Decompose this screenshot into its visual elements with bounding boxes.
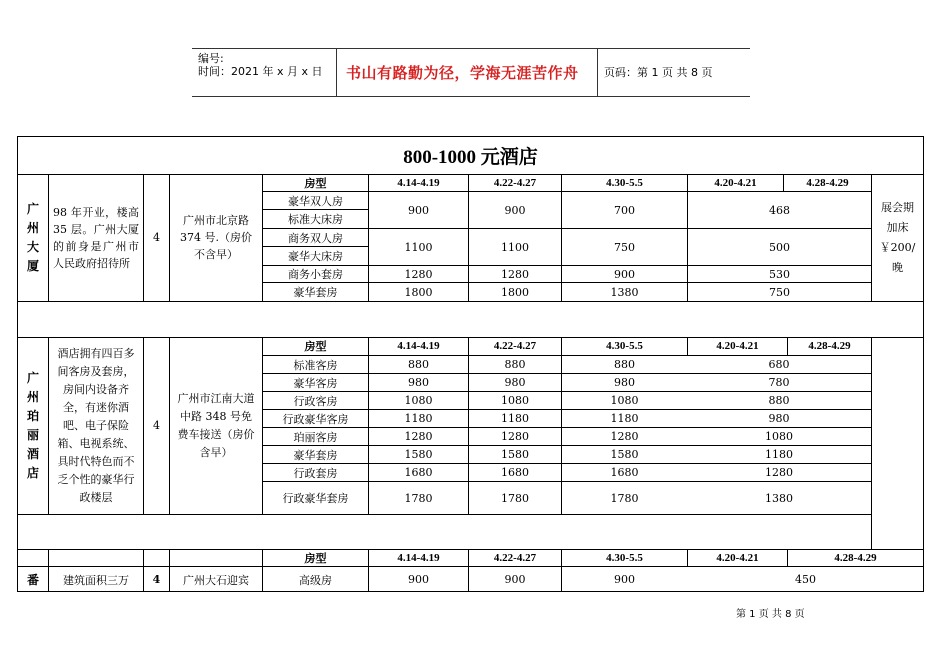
- header-page-label: 页码：第 1 页 共 8 页: [604, 66, 713, 79]
- column-header-date: 4.22-4.27: [493, 176, 537, 189]
- hotel-name-char: 厦: [26, 258, 39, 273]
- column-header-date: 4.22-4.27: [493, 551, 537, 564]
- price: 468: [769, 203, 790, 217]
- price: 1800: [501, 285, 529, 299]
- header-bottom-rule: [192, 96, 750, 97]
- hotel-price-table: [17, 136, 924, 592]
- hotel-description: 酒店拥有四百多间客房及套房，房间内设备齐全，有迷你酒吧、电子保险箱、电视系统、具时代特色而不乏个性的豪华行政楼层: [57, 346, 135, 504]
- room-type: 标准大床房: [288, 213, 343, 226]
- price: 900: [614, 573, 635, 586]
- hotel-stars: 4: [153, 419, 160, 432]
- price: 1380: [610, 285, 639, 299]
- price: 1680: [610, 466, 639, 479]
- hotel-name: 番: [26, 573, 39, 587]
- price: 750: [614, 240, 635, 254]
- price: 900: [504, 203, 526, 217]
- price: 1680: [404, 466, 433, 479]
- column-header-date: 4.14-4.19: [397, 176, 440, 189]
- price: 1800: [404, 285, 433, 299]
- hotel-note: 展会期加床￥200/晚: [879, 200, 916, 274]
- price: 1280: [501, 430, 529, 443]
- price: 900: [504, 573, 526, 586]
- room-type: 豪华套房: [293, 448, 338, 462]
- price: 880: [504, 358, 526, 371]
- column-header-date: 4.30-5.5: [606, 340, 643, 352]
- hotel-stars: 4: [153, 231, 160, 244]
- hotel-name: [18, 174, 48, 301]
- price: 1080: [501, 394, 529, 407]
- column-header-date: 4.28-4.29: [806, 176, 849, 189]
- price: 1280: [610, 430, 639, 443]
- grid-line: [18, 514, 871, 515]
- header-divider: [597, 48, 598, 96]
- column-header-date: 4.28-4.29: [808, 340, 851, 352]
- room-type: 豪华双人房: [288, 194, 343, 208]
- column-header-date: 4.30-5.5: [606, 176, 643, 189]
- price: 1080: [765, 430, 793, 443]
- price: 1780: [610, 491, 639, 505]
- price: 780: [768, 376, 790, 389]
- column-header-date: 4.20-4.21: [716, 551, 759, 564]
- hotel-description: 建筑面积三万: [63, 573, 129, 587]
- room-type: 高级房: [299, 573, 332, 587]
- price: 880: [408, 358, 429, 371]
- room-type: 行政套房: [293, 466, 338, 480]
- price: 1580: [404, 448, 433, 461]
- hotel-stars: 4: [152, 573, 161, 586]
- price: 900: [408, 573, 429, 586]
- room-type: 商务小套房: [288, 268, 343, 281]
- grid-line: [871, 337, 872, 514]
- column-header-date: 4.20-4.21: [716, 340, 759, 352]
- column-header-date: 4.28-4.29: [834, 551, 877, 564]
- price: 1180: [501, 412, 529, 425]
- price: 880: [768, 394, 790, 407]
- price: 980: [408, 376, 429, 389]
- grid-line: [18, 301, 923, 302]
- hotel-address: 广州市江南大道中路 348 号免费车接送（房价含早）: [177, 391, 255, 459]
- hotel-name-char: 广: [26, 201, 39, 216]
- document-number-label: 编号:: [198, 52, 224, 65]
- price: 1780: [404, 491, 433, 505]
- column-header-date: 4.20-4.21: [714, 176, 757, 189]
- price: 1280: [404, 267, 433, 281]
- table-title: 800-1000 元酒店: [403, 147, 538, 168]
- price: 1780: [501, 491, 529, 505]
- price: 1580: [610, 448, 639, 461]
- column-header-date: 4.22-4.27: [493, 340, 537, 352]
- price: 1380: [765, 491, 793, 505]
- price: 880: [614, 358, 635, 371]
- room-type: 豪华大床房: [288, 250, 343, 263]
- price: 500: [769, 240, 790, 254]
- grid-line: [871, 514, 872, 549]
- hotel-name-char: 广: [26, 370, 39, 385]
- room-type: 行政豪华套房: [282, 492, 349, 505]
- hotel-name-char: 州: [26, 389, 39, 404]
- hotel-address: 广州大石迎宾: [183, 573, 249, 587]
- price: 530: [769, 267, 790, 281]
- price: 980: [504, 376, 526, 389]
- column-header-date: 4.14-4.19: [397, 551, 440, 564]
- price: 1180: [765, 448, 793, 461]
- price: 1100: [404, 240, 433, 254]
- column-header-room-type: 房型: [304, 552, 327, 565]
- page-footer: 第 1 页 共 8 页: [736, 609, 805, 620]
- header-divider: [336, 48, 337, 96]
- price: 680: [768, 358, 790, 371]
- room-type: 商务双人房: [288, 231, 343, 245]
- header-motto: 书山有路勤为径，学海无涯苦作舟: [346, 64, 579, 82]
- room-type: 珀丽客房: [293, 430, 338, 444]
- hotel-name-char: 酒: [26, 446, 39, 461]
- column-header-date: 4.14-4.19: [397, 340, 440, 352]
- price: 1280: [501, 267, 529, 281]
- hotel-name: [18, 337, 48, 514]
- price: 1080: [404, 394, 433, 407]
- hotel-name-char: 州: [26, 220, 39, 235]
- hotel-name-char: 丽: [26, 427, 39, 442]
- price: 980: [614, 376, 635, 389]
- hotel-name-char: 店: [26, 465, 39, 480]
- price: 1180: [404, 412, 433, 425]
- price: 1280: [404, 430, 433, 443]
- column-header-date: 4.30-5.5: [606, 551, 643, 564]
- column-header-room-type: 房型: [304, 177, 327, 190]
- document-time-label: 时间：2021 年 x 月 x 日: [198, 65, 323, 78]
- room-type: 豪华套房: [293, 286, 338, 299]
- price: 1180: [610, 412, 639, 425]
- price: 1080: [610, 394, 639, 407]
- price: 450: [795, 573, 816, 586]
- room-type: 豪华客房: [293, 376, 338, 390]
- price: 1280: [765, 466, 793, 479]
- price: 980: [768, 412, 790, 425]
- column-header-room-type: 房型: [304, 341, 327, 353]
- price: 1100: [501, 240, 529, 254]
- price: 1580: [501, 448, 529, 461]
- price: 700: [614, 203, 635, 217]
- price: 750: [769, 285, 790, 299]
- hotel-description: 98 年开业，楼高 35 层。广州大厦的前身是广州市人民政府招待所: [53, 205, 139, 270]
- hotel-name-char: 珀: [26, 408, 39, 423]
- hotel-name-char: 大: [26, 239, 39, 254]
- header-top-rule: [192, 48, 750, 49]
- price: 900: [408, 203, 429, 217]
- hotel-address: 广州市北京路 374 号.（房价不含早）: [180, 214, 252, 261]
- room-type: 行政豪华客房: [282, 412, 349, 426]
- price: 900: [614, 267, 635, 281]
- room-type: 标准客房: [293, 358, 338, 372]
- room-type: 行政客房: [293, 394, 338, 408]
- price: 1680: [501, 466, 529, 479]
